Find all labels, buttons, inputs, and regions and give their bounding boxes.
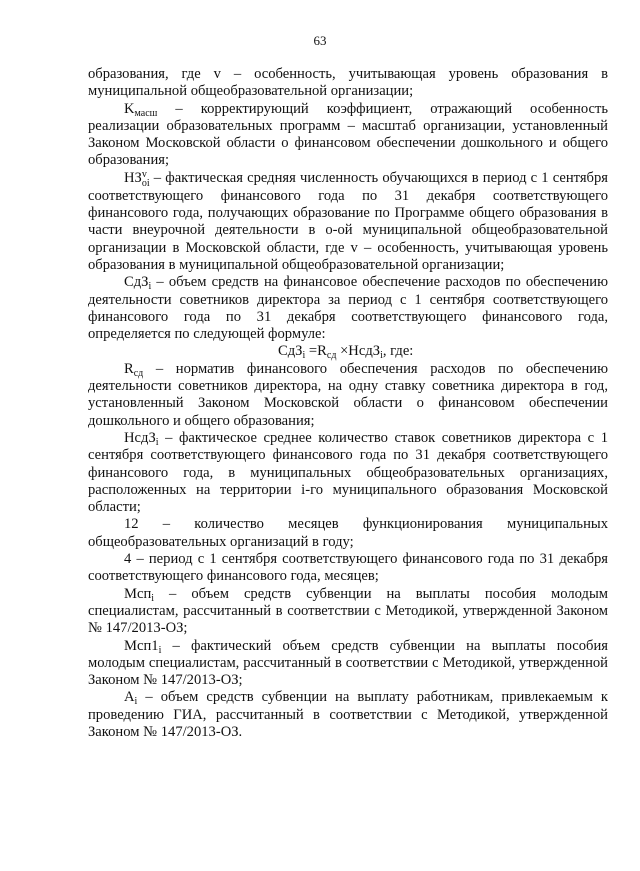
definition-text: – фактический объем средств субвенции на выплаты пособия молодым специалистам, рассчитанный в соответствии с Методикой, утвержденной Законом № 147/2013-ОЗ;: [88, 637, 608, 689]
definition-text: – объем средств субвенции на выплаты пособия молодым специалистам, рассчитанный в соответствии с Методикой, утвержденной Законом № 147/2013-ОЗ;: [88, 585, 608, 637]
paragraph-nz: [88, 170, 608, 274]
formula-subscript: i: [302, 350, 306, 362]
symbol: K: [124, 100, 135, 117]
symbol-subscript: сд: [133, 367, 144, 379]
paragraph-r-sd: [88, 361, 608, 430]
paragraph-nsdz: [88, 430, 608, 516]
paragraph-a: [88, 689, 608, 741]
definition-text: – фактическая средняя численность обучающихся в период с 1 сентября соответствующего финансового года по 31 декабря соответствующего финансового года, получающих образование по Программе общего образования в части внеурочной деятельности в о-ой муниципальной общеобразовательной организации в Московской области, где v – особенность, учитывающая уровень образования в муниципальной общеобразовательной организации;: [88, 169, 608, 273]
formula-part: , где:: [382, 343, 414, 360]
definition-text: – фактическое среднее количество ставок советников директора с 1 сентября соответствующего финансового года по 31 декабря соответствующего финансового года, в муниципальных общеобразовательных организациях, расположенных на территории i-го муниципального образования Московской области;: [88, 429, 608, 516]
paragraph-msp1: [88, 638, 608, 690]
symbol: НсдЗ: [124, 429, 156, 446]
paragraph-k-masshtab: [88, 101, 608, 170]
formula-part: СдЗ: [278, 343, 303, 360]
definition-text: – объем средств на финансовое обеспечение расходов по обеспечению деятельности советников директора за период с 1 сентября соответствующего финансового года по 31 декабря соответствующего финансового года, определяется по следующей формуле:: [88, 274, 608, 343]
symbol-subscript: i: [151, 592, 155, 604]
formula: [88, 343, 608, 360]
formula-subscript: сд: [326, 350, 337, 362]
symbol-subscript: i: [148, 281, 152, 293]
symbol: СдЗ: [124, 274, 149, 291]
symbol: Мсп1: [124, 637, 159, 654]
symbol: R: [124, 360, 134, 377]
symbol: А: [124, 689, 135, 706]
definition-text: – объем средств субвенции на выплату работникам, привлекаемым к проведению ГИА, рассчитанный в соответствии с Методикой, утвержденной Законом № 147/2013-ОЗ.: [88, 689, 608, 740]
formula-part: ×НсдЗ: [336, 343, 381, 360]
symbol: Мсп: [124, 585, 152, 602]
paragraph-12-months: 12 – количество месяцев функционирования муниципальных общеобразовательных организаций в году;: [88, 516, 608, 550]
paragraph-4-months: 4 – период с 1 сентября соответствующего финансового года по 31 декабря соответствующего финансового года, месяцев;: [88, 551, 608, 585]
page-number: 63: [313, 33, 327, 48]
symbol-subscript: i: [155, 436, 159, 448]
symbol-superscript: v: [141, 168, 147, 180]
symbol-subscript: масш: [134, 107, 158, 119]
document-body: [88, 66, 608, 741]
symbol-subscript: oi: [141, 177, 150, 189]
paragraph-sdz: [88, 274, 608, 343]
symbol: НЗ: [124, 169, 142, 186]
symbol-subscript: i: [134, 696, 138, 708]
paragraph-continuation: образования, где v – особенность, учитывающая уровень образования в муниципальной общеобразовательной организации;: [88, 66, 608, 100]
symbol-indices: [142, 170, 150, 188]
formula-part: =R: [305, 343, 327, 360]
paragraph-msp: [88, 586, 608, 638]
formula-subscript: i: [380, 350, 383, 362]
definition-text: – норматив финансового обеспечения расходов по обеспечению деятельности советников директора, на одну ставку советника директора в год, установленный Законом Московской области о финансовом обеспечении дошкольного и общего образования;: [88, 360, 608, 429]
definition-text: – корректирующий коэффициент, отражающий особенность реализации образовательных программ – масштаб организации, установленный Законом Московской области о финансовом обеспечении дошкольного и общего образования;: [88, 100, 608, 169]
symbol-subscript: i: [158, 644, 162, 656]
